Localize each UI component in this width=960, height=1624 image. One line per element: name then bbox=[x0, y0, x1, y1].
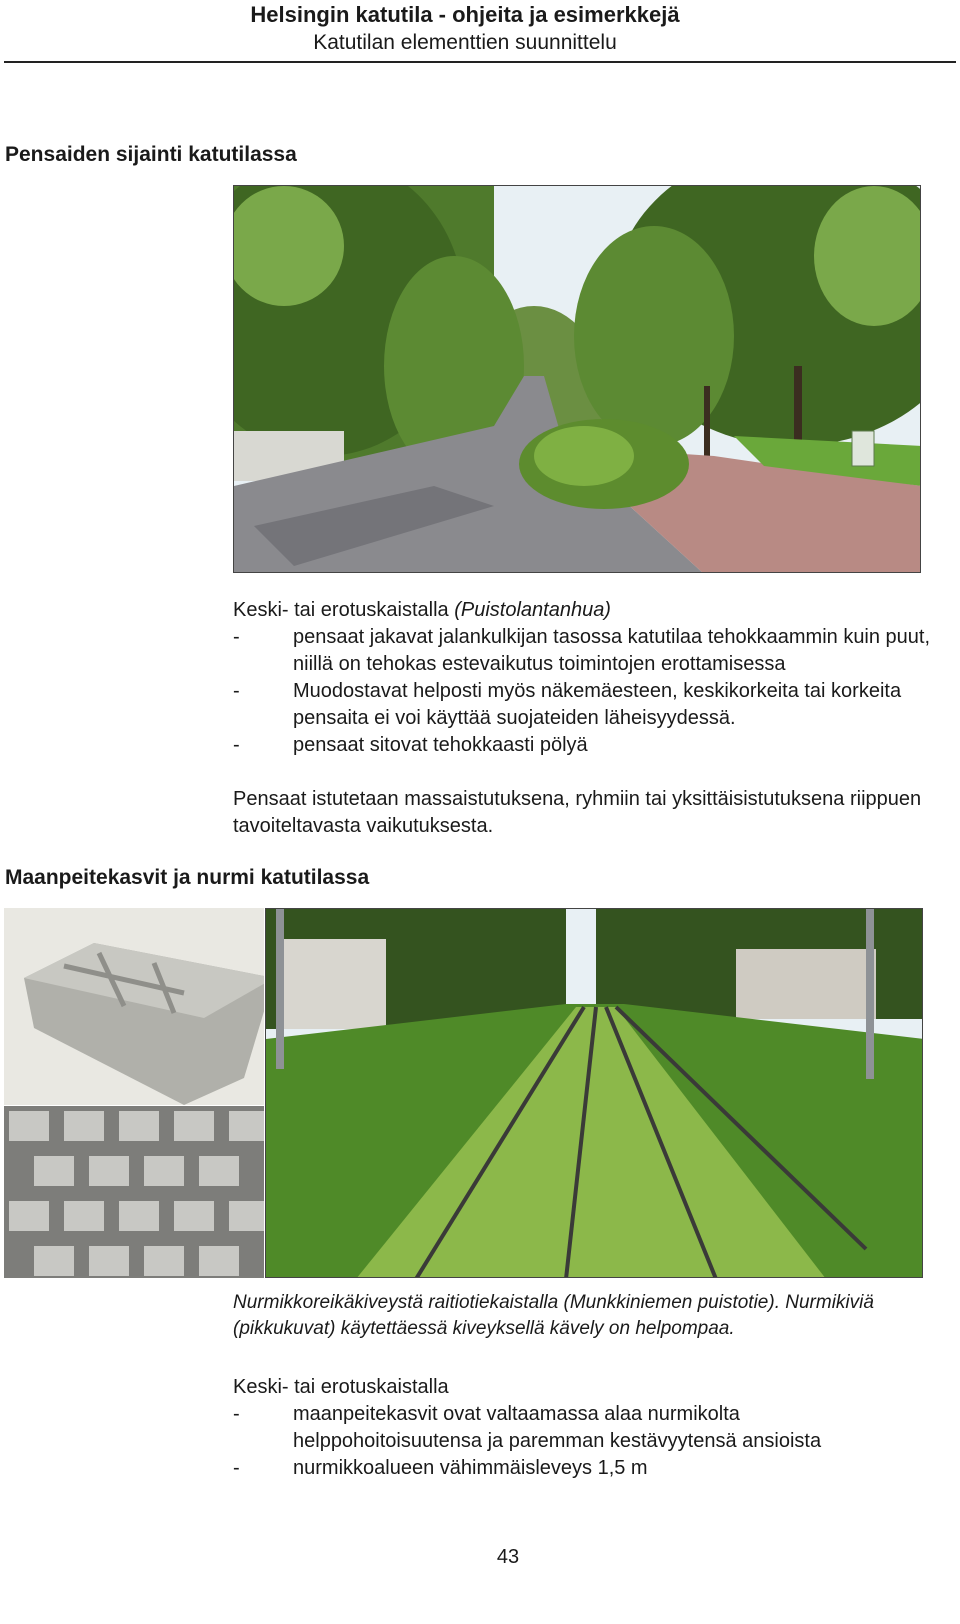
paver-cell bbox=[89, 1246, 129, 1276]
paver-cell bbox=[34, 1246, 74, 1276]
shrub-highlight bbox=[534, 426, 634, 486]
shrub-notes bbox=[233, 597, 933, 759]
grass-paver-block-photo bbox=[4, 908, 264, 1105]
section-heading-shrubs: Pensaiden sijainti katutilassa bbox=[5, 143, 297, 166]
bullet-dash: - bbox=[233, 680, 240, 702]
paver-pattern-illustration bbox=[4, 1106, 264, 1278]
tram-track-grass-photo bbox=[265, 908, 923, 1278]
grass-paver-pattern-photo bbox=[4, 1106, 264, 1278]
list-item bbox=[233, 1401, 933, 1455]
street-photo-illustration bbox=[234, 186, 921, 573]
paver-cell bbox=[64, 1111, 104, 1141]
paver-cell bbox=[199, 1246, 239, 1276]
paver-cell bbox=[199, 1156, 239, 1186]
paver-block-illustration bbox=[4, 908, 264, 1105]
list-item bbox=[233, 678, 933, 732]
groundcover-lead: Keski- tai erotuskaistalla bbox=[233, 1376, 449, 1398]
list-item bbox=[233, 624, 933, 678]
document-subtitle: Katutilan elementtien suunnittelu bbox=[313, 31, 617, 54]
paver-cell bbox=[174, 1111, 214, 1141]
bullet-text: nurmikkoalueen vähimmäisleveys 1,5 m bbox=[293, 1457, 648, 1479]
shrub-bullet-list bbox=[233, 624, 933, 759]
header-rule bbox=[4, 61, 956, 63]
section-heading-groundcover: Maanpeitekasvit ja nurmi katutilassa bbox=[5, 866, 370, 889]
tram-photo-caption: Nurmikkoreikäkiveystä raitiotiekaistalla (Munkkiniemen puistotie). Nurmikiviä (pikkukuvat) käytettäessä kiveyksellä kävely on helpompaa. bbox=[233, 1292, 874, 1339]
bullet-text: maanpeitekasvit ovat valtaamassa alaa nurmikolta helppohoitoisuutensa ja paremman kestävyytensä ansioista bbox=[293, 1403, 822, 1452]
list-item bbox=[233, 1455, 933, 1482]
bullet-dash: - bbox=[233, 734, 240, 756]
paver-cell bbox=[119, 1201, 159, 1231]
paver-cell bbox=[144, 1246, 184, 1276]
list-item bbox=[233, 732, 933, 759]
catenary-pole bbox=[866, 909, 874, 1079]
building bbox=[276, 939, 386, 1029]
building bbox=[736, 949, 876, 1019]
paver-cell bbox=[34, 1156, 74, 1186]
street-sign bbox=[852, 431, 874, 466]
paver-cell bbox=[64, 1201, 104, 1231]
document-title: Helsingin katutila - ohjeita ja esimerkkejä bbox=[250, 2, 680, 27]
groundcover-notes bbox=[233, 1374, 933, 1482]
bullet-text: pensaat jakavat jalankulkijan tasossa katutilaa tehokkaammin kuin puut, niillä on tehokas estevaikutus toimintojen erottamisessa bbox=[293, 626, 931, 675]
paver-cell bbox=[229, 1201, 264, 1231]
bullet-text: Muodostavat helposti myös näkemäesteen, keskikorkeita tai korkeita pensaita ei voi käyttää suojateiden läheisyydessä. bbox=[293, 680, 902, 729]
tram-photo-illustration bbox=[266, 909, 923, 1278]
shrub-lead bbox=[233, 597, 933, 624]
paver-cell bbox=[89, 1156, 129, 1186]
tree-trunk bbox=[704, 386, 710, 466]
paver-cell bbox=[174, 1201, 214, 1231]
paver-cell bbox=[144, 1156, 184, 1186]
groundcover-bullet-list bbox=[233, 1401, 933, 1482]
bullet-dash: - bbox=[233, 626, 240, 648]
paver-cell bbox=[9, 1201, 49, 1231]
street-with-shrub-median-photo bbox=[233, 185, 921, 573]
paver-cell bbox=[9, 1111, 49, 1141]
bullet-dash: - bbox=[233, 1457, 240, 1479]
shrub-lead-text: Keski- tai erotuskaistalla bbox=[233, 599, 455, 621]
bullet-dash: - bbox=[233, 1403, 240, 1425]
shrub-paragraph: Pensaat istutetaan massaistutuksena, ryhmiin tai yksittäisistutuksena riippuen tavoiteltavasta vaikutuksesta. bbox=[233, 788, 922, 837]
shrub-lead-location: (Puistolantanhua) bbox=[454, 599, 611, 621]
catenary-pole bbox=[276, 909, 284, 1069]
page-number: 43 bbox=[496, 1546, 520, 1568]
paver-cell bbox=[229, 1111, 264, 1141]
paver-cell bbox=[119, 1111, 159, 1141]
bullet-text: pensaat sitovat tehokkaasti pölyä bbox=[293, 734, 588, 756]
